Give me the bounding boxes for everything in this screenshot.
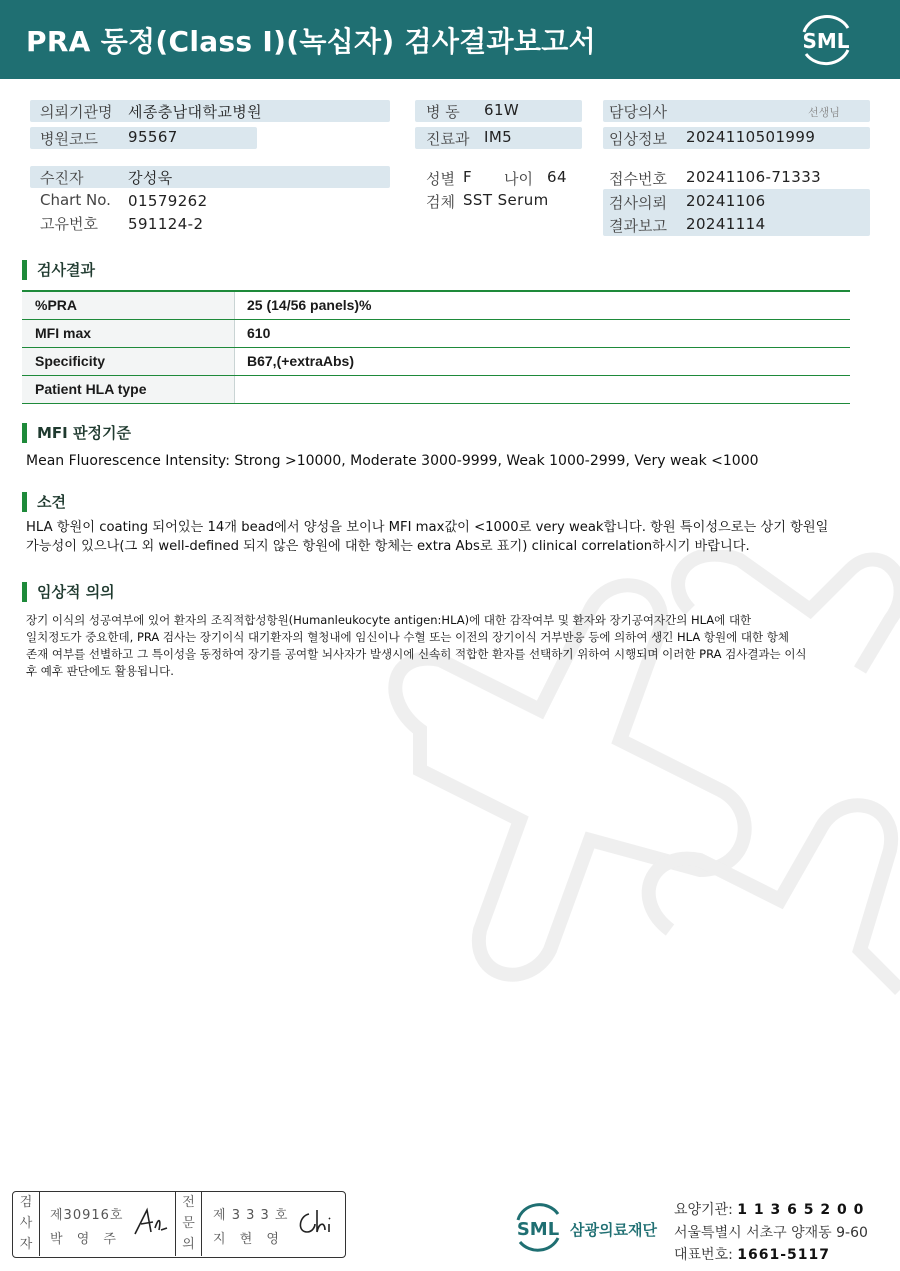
- result-key: MFI max: [22, 320, 235, 347]
- footer-code-label: 요양기관:: [674, 1202, 733, 1218]
- table-row: [22, 376, 850, 404]
- sex-label: 성별: [426, 170, 455, 188]
- sml-logo-icon: [796, 12, 856, 68]
- vertical-char: 의: [182, 1237, 195, 1252]
- table-row: [22, 348, 850, 376]
- specialist-signature-icon: [295, 1206, 339, 1240]
- table-row: [22, 320, 850, 348]
- footer-code: [674, 1199, 864, 1219]
- result-value: [235, 376, 850, 403]
- footer-phone-label: 대표번호:: [674, 1247, 733, 1263]
- results-table: [22, 290, 850, 404]
- specialist-name: 지 현 영: [213, 1232, 284, 1247]
- examiner-name: 박 영 주: [50, 1232, 121, 1247]
- result-key: Specificity: [22, 348, 235, 375]
- examiner-vertical-label: [13, 1192, 40, 1256]
- vertical-char: 사: [19, 1216, 33, 1231]
- vertical-char: 문: [182, 1216, 195, 1231]
- ward-value: 61W: [484, 101, 520, 119]
- opinion-line-1: HLA 항원이 coating 되어있는 14개 bead에서 양성을 보이나 MFI max값이 <1000로 very weak합니다. 항원 특이성으로는 상기 항원일: [26, 520, 829, 535]
- footer-code-value: 1 1 3 6 5 2 0 0: [737, 1202, 865, 1218]
- chart-value: 01579262: [128, 192, 208, 210]
- report-title: PRA 동정(Class I)(녹십자) 검사결과보고서: [26, 25, 596, 58]
- clinical-info-value: 2024110501999: [686, 128, 816, 146]
- clinical-line-4: 후 예후 판단에도 활용됩니다.: [26, 664, 174, 678]
- receipt-label: 접수번호: [609, 170, 667, 188]
- footer-phone: [674, 1244, 830, 1264]
- examiner-number: 제30916호: [50, 1208, 124, 1223]
- age-label: 나이: [504, 170, 533, 188]
- clinical-line-2: 일치정도가 중요한데, PRA 검사는 장기이식 대기환자의 혈청내에 임신이나 수혈 또는 이전의 장기이식 거부반응 등에 의하여 생긴 HLA 항원에 대한 항체: [26, 630, 789, 644]
- clinical-line-3: 존재 여부를 선별하고 그 특이성을 동정하여 장기를 공여할 뇌사자가 발생시에 신속히 적합한 환자를 선택하기 위하여 시행되며 이러한 PRA 검사결과는 이식: [26, 647, 807, 661]
- footer-address: 서울특별시 서초구 양재동 9-60: [674, 1225, 868, 1241]
- institution-label: 의뢰기관명: [40, 103, 113, 121]
- doctor-label: 담당의사: [609, 103, 667, 121]
- specimen-label: 검체: [426, 193, 455, 211]
- request-value: 20241106: [686, 192, 766, 210]
- sml-footer-logo-icon: [510, 1200, 566, 1256]
- patient-value: 강성욱: [128, 169, 173, 187]
- vertical-char: 전: [182, 1195, 195, 1210]
- mfi-text: Mean Fluorescence Intensity: Strong >10000, Moderate 3000-9999, Weak 1000-2999, Very weak <1000: [26, 453, 759, 469]
- result-value: B67,(+extraAbs): [247, 353, 354, 369]
- result-value: 610: [247, 325, 271, 341]
- specialist-vertical-label: [175, 1192, 202, 1256]
- examiner-signature-icon: [131, 1206, 171, 1240]
- specimen-value: SST Serum: [463, 191, 549, 209]
- mfi-heading: MFI 판정기준: [22, 423, 131, 443]
- report-value: 20241114: [686, 215, 766, 233]
- table-row: [22, 292, 850, 320]
- dept-value: IM5: [484, 128, 513, 146]
- clinical-line-1: 장기 이식의 성공여부에 있어 환자의 조직적합성항원(Humanleukocyte antigen:HLA)에 대한 감작여부 및 환자와 장기공여자간의 HLA에 대한: [26, 613, 752, 627]
- unique-label: 고유번호: [40, 215, 98, 233]
- report-label: 결과보고: [609, 217, 667, 235]
- patient-bar: [30, 166, 390, 188]
- footer-logo-text: SML: [516, 1219, 560, 1240]
- footer-org-name: 삼광의료재단: [570, 1221, 657, 1239]
- result-key: %PRA: [22, 292, 235, 319]
- opinion-heading: 소견: [22, 492, 66, 512]
- results-heading: 검사결과: [22, 260, 95, 280]
- specialist-number: 제 3 3 3 호: [213, 1208, 289, 1223]
- institution-value: 세종충남대학교병원: [128, 103, 263, 121]
- hospital-code-value: 95567: [128, 128, 178, 146]
- hospital-code-label: 병원코드: [40, 130, 98, 148]
- result-key: Patient HLA type: [22, 376, 235, 403]
- footer-phone-value: 1661-5117: [737, 1247, 831, 1263]
- logo-text: SML: [802, 29, 850, 53]
- receipt-value: 20241106-71333: [686, 168, 822, 186]
- opinion-line-2: 가능성이 있으나(그 외 well-defined 되지 않은 항원에 대한 항체는 extra Abs로 표기) clinical correlation하시기 바랍니다.: [26, 539, 750, 554]
- vertical-char: 자: [19, 1237, 33, 1252]
- result-value: 25 (14/56 panels)%: [247, 297, 372, 313]
- ward-label: 병 동: [426, 103, 460, 121]
- doctor-suffix: 선생님: [808, 106, 840, 119]
- patient-label: 수진자: [40, 169, 84, 187]
- signature-box: [12, 1191, 346, 1258]
- age-value: 64: [547, 168, 567, 186]
- clinical-info-label: 임상정보: [609, 130, 667, 148]
- vertical-char: 검: [19, 1195, 33, 1210]
- sex-value: F: [463, 168, 473, 186]
- request-label: 검사의뢰: [609, 194, 667, 212]
- clinical-heading: 임상적 의의: [22, 582, 115, 602]
- dept-label: 진료과: [426, 130, 470, 148]
- unique-value: 591124-2: [128, 215, 204, 233]
- chart-label: Chart No.: [40, 191, 111, 209]
- report-header: [0, 0, 900, 79]
